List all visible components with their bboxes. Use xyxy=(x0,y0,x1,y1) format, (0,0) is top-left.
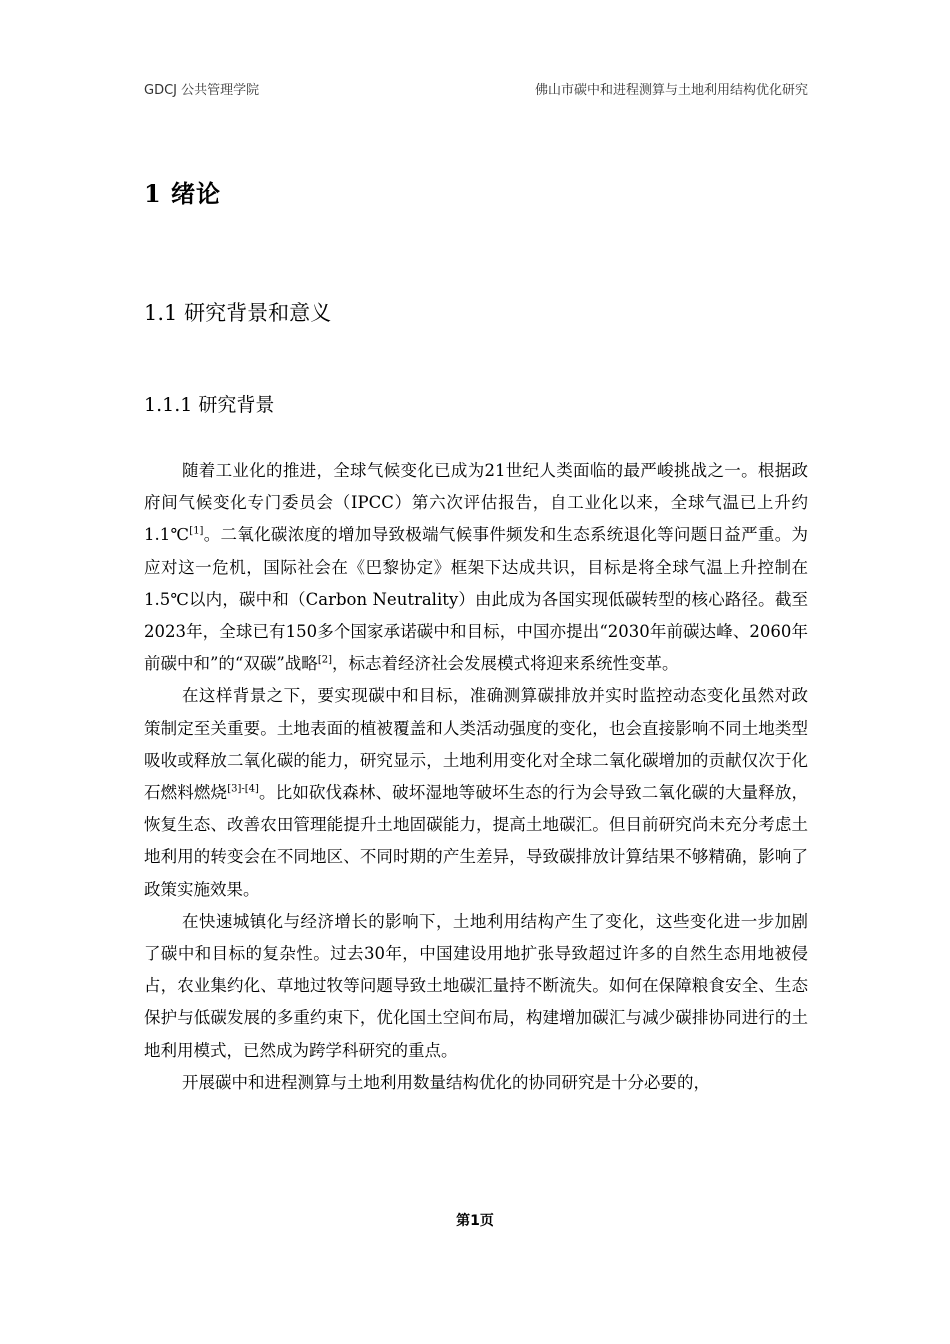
paragraph-3: 在快速城镇化与经济增长的影响下，土地利用结构产生了变化，这些变化进一步加剧了碳中和目标的复杂性。过去30年，中国建设用地扩张导致超过许多的自然生态用地被侵占，农业集约化、草地过牧等问题导致土地碳汇量持不断流失。如何在保障粮食安全、生态保护与低碳发展的多重约束下，优化国土空间布局，构建增加碳汇与减少碳排协同进行的土地利用模式，已然成为跨学科研究的重点。 xyxy=(144,911,808,1060)
header-thesis-title: 佛山市碳中和进程测算与土地利用结构优化研究 xyxy=(534,83,808,98)
body-text xyxy=(144,455,808,1099)
paragraph-1-part-c: ，标志着经济社会发展模式将迎来系统性变革。 xyxy=(331,654,679,674)
paragraph-1 xyxy=(144,455,808,680)
header-institution: GDCJ 公共管理学院 xyxy=(144,83,260,98)
paragraph-4: 开展碳中和进程测算与土地利用数量结构优化的协同研究是十分必要的， xyxy=(182,1072,710,1092)
citation-1[interactable]: [1] xyxy=(189,525,204,537)
paragraph-1-part-b: 。二氧化碳浓度的增加导致极端气候事件频发和生态系统退化等问题日益严重。为应对这一危机，国际社会在《巴黎协定》框架下达成共识，目标是将全球气温上升控制在1.5℃以内，碳中和（Carbon Neutrality）由此成为各国实现低碳转型的核心路径。截至2023年，全球已有150多个国家承诺碳中和目标，中国亦提出“2030年前碳达峰、2060年前碳中和”的“双碳”战略 xyxy=(144,525,809,674)
page-number: 第1页 xyxy=(456,1213,494,1229)
paragraph-2-part-b: 。比如砍伐森林、破坏湿地等破坏生态的行为会导致二氧化碳的大量释放，恢复生态、改善农田管理能提升土地固碳能力，提高土地碳汇。但目前研究尚未充分考虑土地利用的转变会在不同地区、不同时期的产生差异，导致碳排放计算结果不够精确，影响了政策实施效果。 xyxy=(144,783,809,899)
paragraph-2-part-a: 在这样背景之下，要实现碳中和目标，准确测算碳排放并实时监控动态变化虽然对政策制定至关重要。土地表面的植被覆盖和人类活动强度的变化，也会直接影响不同土地类型吸收或释放二氧化碳的能力，研究显示，土地利用变化对全球二氧化碳增加的贡献仅次于化石燃料燃烧 xyxy=(144,686,808,803)
citation-2[interactable]: [2] xyxy=(317,654,332,666)
subsection-title: 1.1.1 研究背景 xyxy=(144,394,275,416)
chapter-title: 1 绪论 xyxy=(144,179,222,208)
citation-3-4[interactable]: [3]-[4] xyxy=(227,783,259,795)
paragraph-2 xyxy=(144,680,808,905)
section-title: 1.1 研究背景和意义 xyxy=(144,301,332,325)
paragraph-1-part-a: 随着工业化的推进，全球气候变化已成为21世纪人类面临的最严峻挑战之一。根据政府间气候变化专门委员会（IPCC）第六次评估报告，自工业化以来，全球气温已上升约1.1℃ xyxy=(144,461,808,545)
page-header xyxy=(144,79,808,98)
